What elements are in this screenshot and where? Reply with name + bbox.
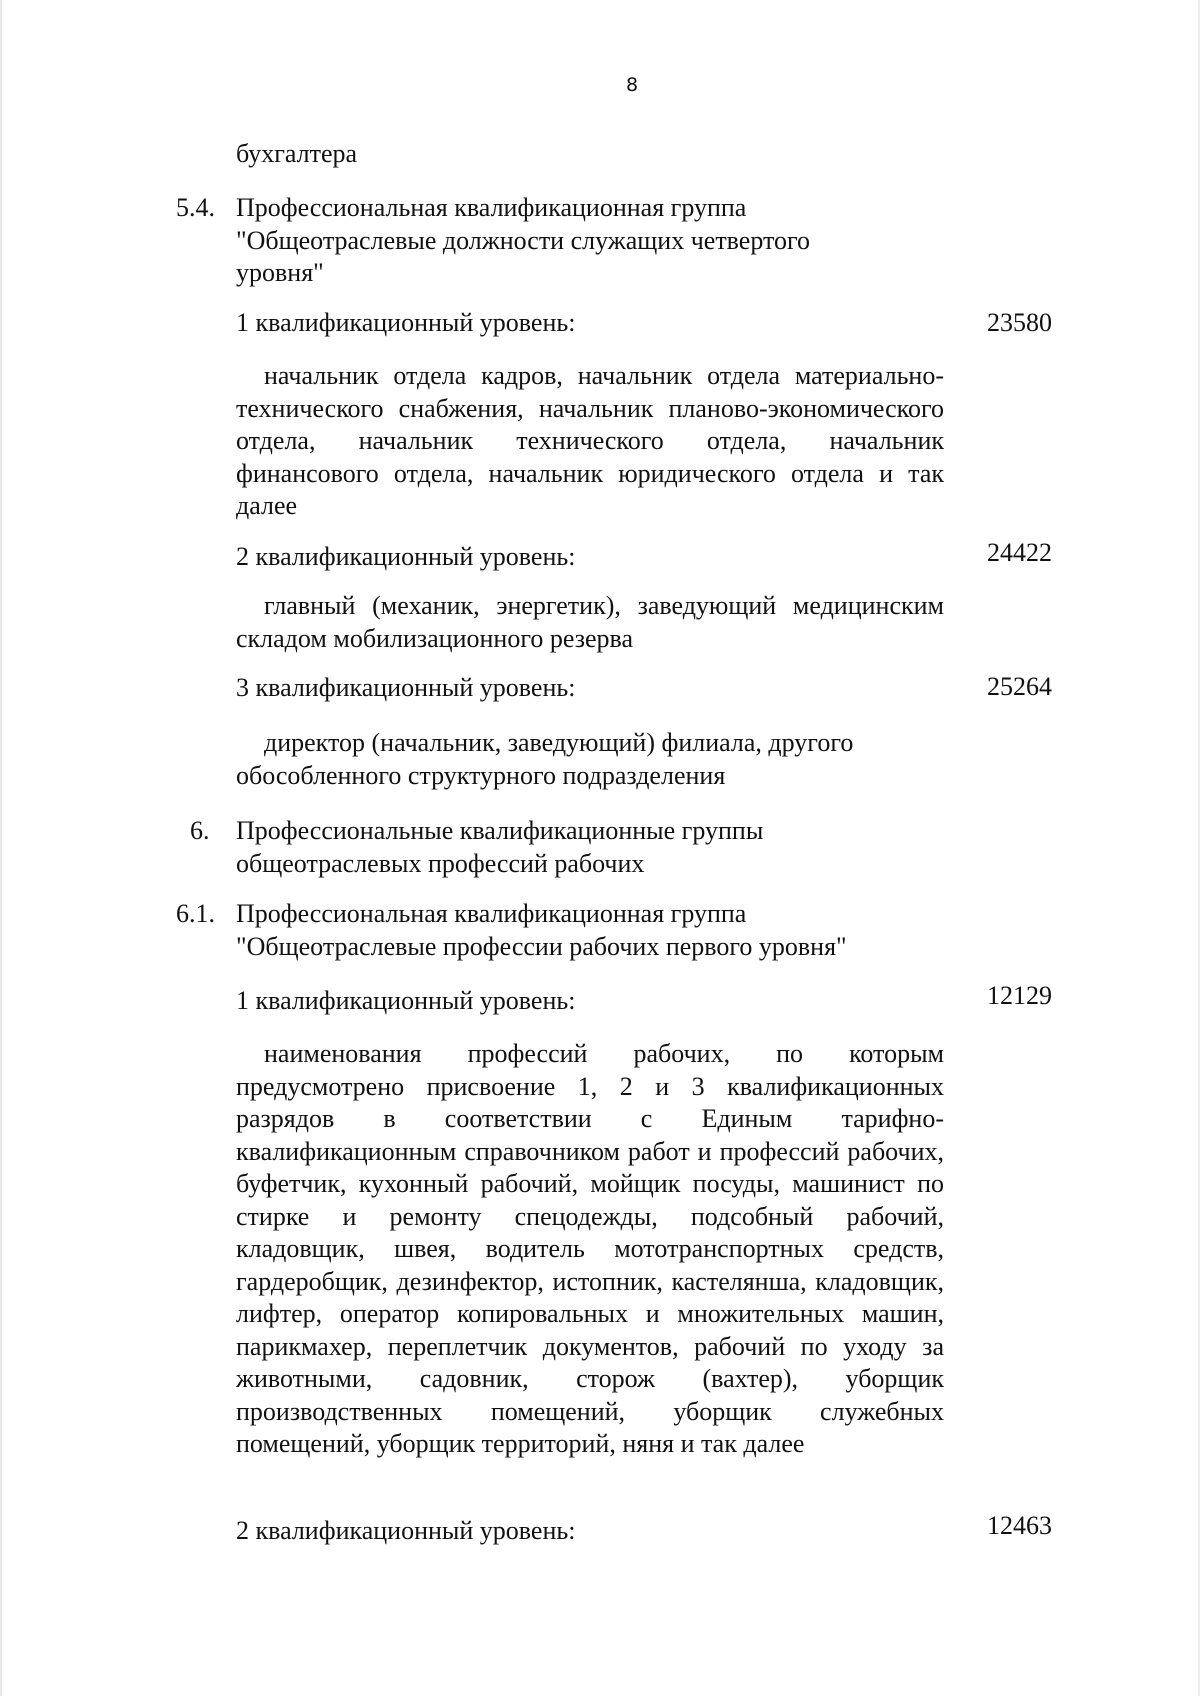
scan-edge-left xyxy=(0,0,2,1696)
level-3-description: директор (начальник, заведующий) филиала, другого обособленного структурного подразделения xyxy=(236,728,854,790)
section-6-1-title: Профессиональная квалификационная группа "Общеотраслевые профессии рабочих первого уровня" xyxy=(236,899,847,961)
page-number: 8 xyxy=(625,74,639,96)
level-2-salary: 24422 xyxy=(987,538,1052,567)
level-1-workers-label: 1 квалификационный уровень: xyxy=(236,986,576,1015)
level-1-workers-salary: 12129 xyxy=(987,981,1052,1010)
level-2-workers-salary: 12463 xyxy=(987,1511,1052,1540)
section-6-title: Профессиональные квалификационные группы общеотраслевых профессий рабочих xyxy=(236,816,764,878)
level-1-description: начальник отдела кадров, начальник отдела материально-технического снабжения, начальник планово-экономического отдела, начальник технического отдела, начальник финансового отдела, начальник юридического отдела и так далее xyxy=(236,361,944,520)
level-1-salary: 23580 xyxy=(987,308,1052,337)
level-1-label: 1 квалификационный уровень: xyxy=(236,308,576,337)
continued-fragment: бухгалтера xyxy=(236,139,358,168)
level-3-label: 3 квалификационный уровень: xyxy=(236,673,576,702)
level-3-salary: 25264 xyxy=(987,672,1052,701)
section-5-4-title: Профессиональная квалификационная группа "Общеотраслевые должности служащих четвертого уровня" xyxy=(236,193,811,287)
level-2-workers-label: 2 квалификационный уровень: xyxy=(236,1516,576,1545)
level-2-description: главный (механик, энергетик), заведующий медицинским складом мобилизационного резерва xyxy=(236,591,944,653)
section-6-number: 6. xyxy=(190,816,210,845)
level-2-label: 2 квалификационный уровень: xyxy=(236,542,576,571)
level-1-workers-description: наименования профессий рабочих, по которым предусмотрено присвоение 1, 2 и 3 квалификационных разрядов в соответствии с Единым тарифно-квалификационным справочником работ и профессий рабочих, буфетчик, кухонный рабочий, мойщик посуды, машинист по стирке и ремонту спецодежды, подсобный рабочий, кладовщик, швея, водитель мототранспортных средств, гардеробщик, дезинфектор, истопник, кастелянша, кладовщик, лифтер, оператор копировальных и множительных машин, парикмахер, переплетчик документов, рабочий по уходу за животными, садовник, сторож (вахтер), уборщик производственных помещений, уборщик служебных помещений, уборщик территорий, няня и так далее xyxy=(236,1039,944,1458)
section-6-1-number: 6.1. xyxy=(176,899,215,928)
section-5-4-number: 5.4. xyxy=(176,193,215,222)
